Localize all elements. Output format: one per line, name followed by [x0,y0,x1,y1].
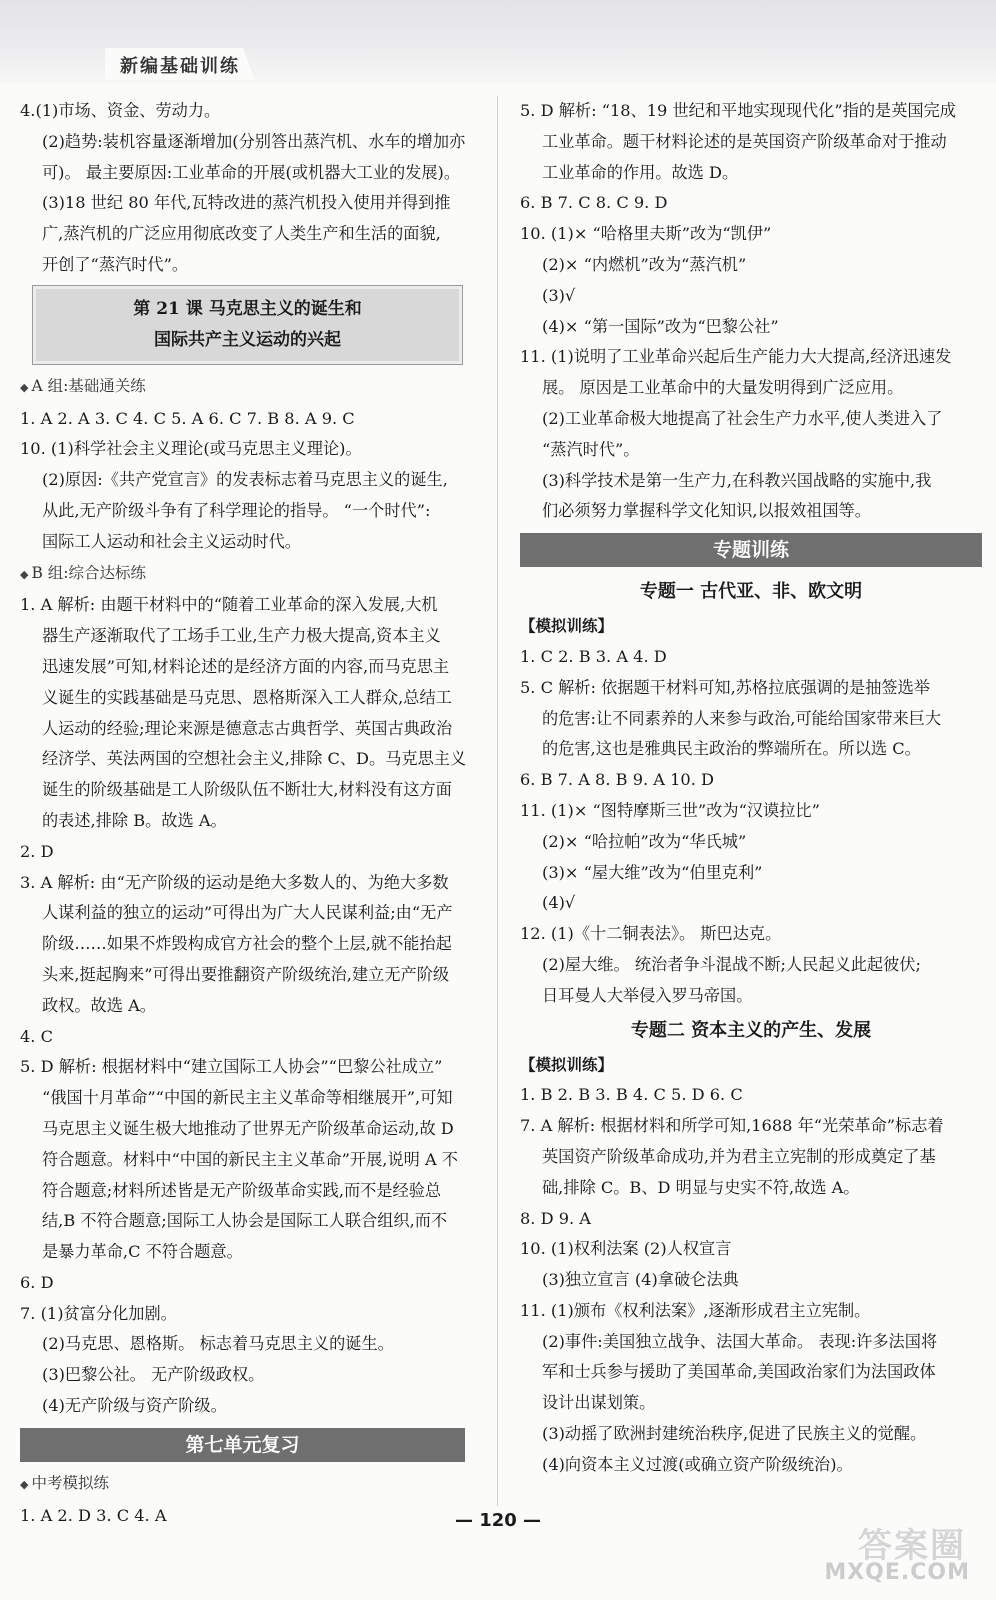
answer-line: “蒸汽时代”。 [542,439,640,459]
answer-line: (3)× “屋大维”改为“伯里克利” [542,862,763,882]
answer-line: 10. (1)权利法案 (2)人权宣言 [520,1239,732,1259]
answer-line: (3)√ [542,285,576,305]
watermark-text: 答案圈 [858,1526,966,1566]
answer-line: 5. D 解析: “18、19 世纪和平地实现现代化”指的是英国完成 [520,101,956,120]
topic-one-title: 专题一 古代亚、非、欧文明 [639,581,863,603]
watermark [806,1518,976,1592]
answer-line: 11. (1)颁布《权利法案》,逐渐形成君主立宪制。 [520,1300,871,1320]
left-column [20,96,475,1531]
answer-line: 日耳曼人大举侵入罗马帝国。 [542,985,753,1005]
answer-line: 1. B 2. B 3. B 4. C 5. D 6. C [520,1085,743,1105]
answer-line: 义诞生的实践基础是马克思、恩格斯深入工人群众,总结工 [42,687,452,707]
answer-line: 设计出谋划策。 [542,1393,656,1413]
answer-line: 迅速发展”可知,材料论述的是经济方面的内容,而马克思主 [42,656,450,676]
answer-line: (2)原因:《共产党宣言》的发表标志着马克思主义的诞生, [42,470,448,490]
answer-line: (4)√ [542,893,576,913]
answer-line: 6. B 7. A 8. B 9. A 10. D [520,770,714,790]
answer-line: 人运动的经验;理论来源是德意志古典哲学、英国古典政治 [42,718,453,738]
answer-line: 人谋利益的独立的运动”可得出为广大人民谋利益;由“无产 [42,903,453,923]
simulation-bracket: 【模拟训练】 [520,616,614,636]
lesson-title-box [32,285,463,365]
answer-line: 可)。 最主要原因:工业革命的开展(或机器大工业的发展)。 [42,162,461,182]
diamond-icon: ◆ [20,567,29,581]
book-title: 新编基础训练 [120,56,240,77]
answer-line: 3. A 解析: 由“无产阶级的运动是绝大多数人的、为绝大多数 [20,872,449,892]
answer-line: (2)马克思、恩格斯。 标志着马克思主义的诞生。 [42,1334,394,1354]
answer-line: 7. (1)贫富分化加剧。 [20,1303,177,1323]
answer-line: 马克思主义诞生极大地推动了世界无产阶级革命运动,故 D [42,1118,454,1138]
answer-line: 诞生的阶级基础是工人阶级队伍不断壮大,材料没有这方面 [42,780,452,800]
answer-line: 4. C [20,1026,53,1046]
simulation-bracket: 【模拟训练】 [520,1054,614,1074]
answer-line: 结,B 不符合题意;国际工人协会是国际工人联合组织,而不 [42,1211,448,1231]
group-a-heading: ◆ A 组:基础通关练 [20,376,146,395]
answer-line: 符合题意。材料中“中国的新民主主义革命”开展,说明 A 不 [42,1149,458,1169]
answer-line: (2)屋大维。 统治者争斗混战不断;人民起义此起彼伏; [542,954,921,974]
page-number: — 120 — [454,1510,542,1531]
answer-line: 7. A 解析: 根据材料和所学可知,1688 年“光荣革命”标志着 [520,1116,944,1136]
answer-line: 8. D 9. A [520,1208,591,1228]
answer-line: (3)动摇了欧洲封建统治秩序,促进了民族主义的觉醒。 [542,1424,927,1444]
answer-line: (2)× “哈拉帕”改为“华氏城” [542,831,747,851]
answer-line: (4)向资本主义过渡(或确立资产阶级统治)。 [542,1454,853,1474]
answer-line: 英国资产阶级革命成功,并为君主立宪制的形成奠定了基 [542,1146,936,1166]
answer-line: 5. C 解析: 依据题干材料可知,苏格拉底强调的是抽签选举 [520,677,930,697]
lesson-title-line: 国际共产主义运动的兴起 [154,329,341,350]
right-column [520,96,982,1481]
answer-line: (4)无产阶级与资产阶级。 [42,1396,227,1416]
answer-line: 符合题意;材料所述皆是无产阶级革命实践,而不是经验总 [42,1180,442,1200]
unit-review-bar: 第七单元复习 [20,1428,465,1462]
answer-line: 1. A 2. D 3. C 4. A [20,1505,167,1525]
answer-line: (4)× “第一国际”改为“巴黎公社” [542,316,779,336]
answer-line: 10. (1)科学社会主义理论(或马克思主义理论)。 [20,439,362,459]
answer-line: 1. A 解析: 由题干材料中的“随着工业革命的深入发展,大机 [20,595,438,615]
answer-line: 1. C 2. B 3. A 4. D [520,646,667,666]
answer-line: 础,排除 C。B、D 明显与史实不符,故选 A。 [542,1177,860,1197]
answer-line: 的危害,这也是雅典民主政治的弊端所在。所以选 C。 [542,739,921,759]
answer-line: 12. (1)《十二铜表法》。 斯巴达克。 [520,924,782,944]
page-header [0,0,996,82]
answer-line: (3)巴黎公社。 无产阶级政权。 [42,1365,265,1385]
answer-line: 4.(1)市场、资金、劳动力。 [20,101,221,120]
lesson-title-line: 第 21 课 马克思主义的诞生和 [133,298,362,319]
diamond-icon: ◆ [20,380,29,394]
column-divider [497,96,498,1506]
answer-line: 2. D [20,841,54,861]
answer-line: 6. D [20,1272,54,1292]
answer-line: 11. (1)说明了工业革命兴起后生产能力大大提高,经济迅速发 [520,347,952,367]
group-b-heading: ◆ B 组:综合达标练 [20,563,147,582]
answer-line: 阶级……如果不炸毁构成官方社会的整个上层,就不能抬起 [42,934,452,954]
answer-line: 头来,挺起胸来”可得出要推翻资产阶级统治,建立无产阶级 [42,964,450,984]
answer-line: (2)趋势:装机容量逐渐增加(分别答出蒸汽机、水车的增加亦 [42,131,466,151]
answer-line: 们必须努力掌握科学文化知识,以报效祖国等。 [542,501,871,521]
answer-line: 器生产逐渐取代了工场手工业,生产力极大提高,资本主义 [42,626,441,646]
group-c-heading: ◆ 中考模拟练 [20,1473,109,1492]
answer-line: 工业革命。题干材料论述的是英国资产阶级革命对于推动 [542,131,947,151]
answer-line: 的危害:让不同素养的人来参与政治,可能给国家带来巨大 [542,708,942,728]
answer-line: (3)独立宣言 (4)拿破仑法典 [542,1270,739,1290]
answer-line: 10. (1)× “哈格里夫斯”改为“凯伊” [520,224,772,244]
answer-line: 6. B 7. C 8. C 9. D [520,193,668,213]
answer-line: 开创了“蒸汽时代”。 [42,254,189,274]
answer-line: 国际工人运动和社会主义运动时代。 [42,531,301,551]
watermark-url: MXQE.COM [824,1560,970,1585]
answer-line: 政权。故选 A。 [42,995,156,1015]
answer-line: 经济学、英法两国的空想社会主义,排除 C、D。马克思主义 [42,749,467,769]
answer-line: 从此,无产阶级斗争有了科学理论的指导。 “一个时代”: [42,500,431,520]
answer-line: (2)事件:美国独立战争、法国大革命。 表现:许多法国将 [542,1331,938,1351]
answer-line: “俄国十月革命”“中国的新民主主义革命等相继展开”,可知 [42,1088,453,1108]
answer-line: (2)× “内燃机”改为“蒸汽机” [542,254,747,274]
answer-line: 的表述,排除 B。故选 A。 [42,810,227,830]
answer-line: (3)科学技术是第一生产力,在科教兴国战略的实施中,我 [542,470,932,490]
diamond-icon: ◆ [20,1477,29,1491]
answer-line: 工业革命的作用。故选 D。 [542,162,739,182]
answer-line: (3)18 世纪 80 年代,瓦特改进的蒸汽机投入使用并得到推 [42,193,451,213]
answer-line: 是暴力革命,C 不符合题意。 [42,1242,243,1262]
answer-line: 军和士兵参与援助了美国革命,美国政治家们为法国政体 [542,1362,936,1382]
answer-line: 11. (1)× “图特摩斯三世”改为“汉谟拉比” [520,800,820,820]
special-training-bar: 专题训练 [520,533,982,567]
answer-line: 1. A 2. A 3. C 4. C 5. A 6. C 7. B 8. A 9. C [20,408,355,428]
answer-line: 5. D 解析: 根据材料中“建立国际工人协会”“巴黎公社成立” [20,1057,443,1077]
answer-line: 展。 原因是工业革命中的大量发明得到广泛应用。 [542,378,904,398]
answer-line: (2)工业革命极大地提高了社会生产力水平,使人类进入了 [542,408,943,428]
answer-line: 广,蒸汽机的广泛应用彻底改变了人类生产和生活的面貌, [42,224,441,244]
topic-two-title: 专题二 资本主义的产生、发展 [630,1019,872,1041]
